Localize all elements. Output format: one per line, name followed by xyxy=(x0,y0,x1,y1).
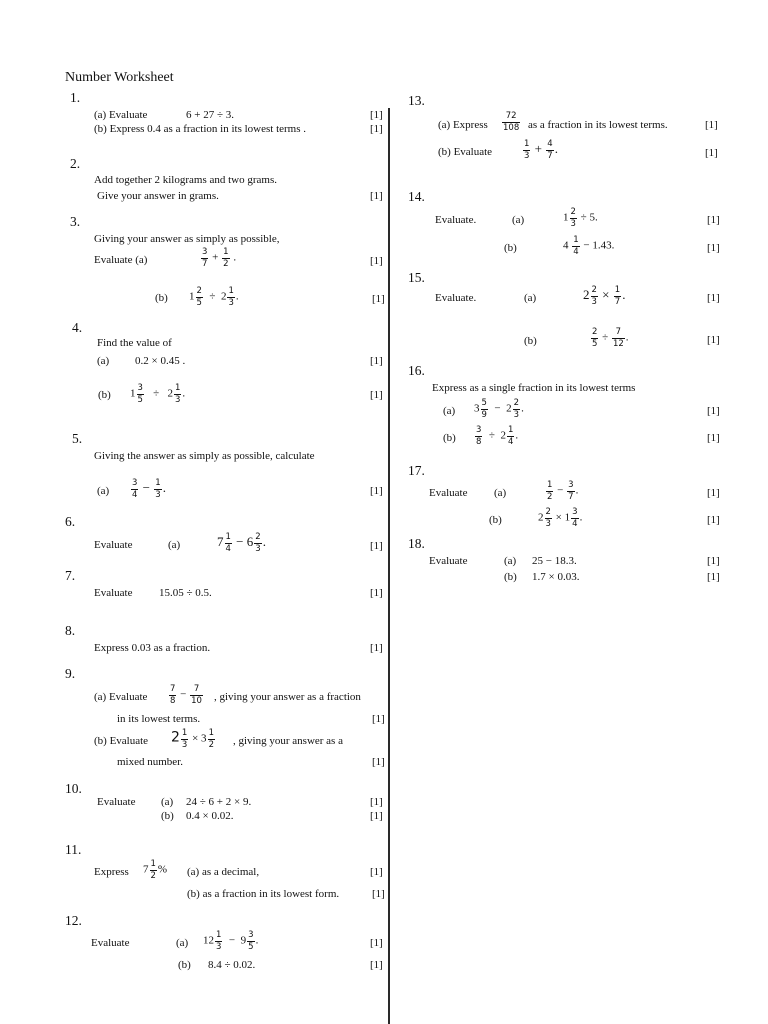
fraction: $\frac{3}{8}$ xyxy=(476,425,482,447)
part-label: (b) xyxy=(155,292,168,304)
part-label: (b) xyxy=(504,242,517,254)
question-text: Find the value of xyxy=(97,337,172,349)
marks: [1] xyxy=(370,810,383,822)
expression: 0.2 × 0.45 . xyxy=(135,355,186,367)
marks: [1] xyxy=(707,487,720,499)
fraction: $\frac{1}{7}$ xyxy=(614,285,621,307)
marks: [1] xyxy=(370,959,383,971)
marks: [1] xyxy=(372,888,385,900)
fraction: $\frac{2}{3}$ xyxy=(513,398,520,420)
question-text: Evaluate xyxy=(94,587,133,599)
marks: [1] xyxy=(707,555,720,567)
question-number: 3. xyxy=(70,214,81,229)
fraction: $\frac{3}{7}$ xyxy=(568,480,574,502)
question-number: 14. xyxy=(408,189,425,204)
part-label: (b) xyxy=(178,959,191,971)
expression: 8.4 ÷ 0.02. xyxy=(208,959,256,971)
question-text: Evaluate. xyxy=(435,292,477,304)
question-text: Evaluate xyxy=(91,937,130,949)
question-text: (a) Evaluate xyxy=(94,691,148,703)
question-number: 1. xyxy=(70,90,81,105)
expression: $\frac{3}{4}$ − $\frac{1}{3}$ . xyxy=(132,478,166,500)
fraction: $\frac{1}{2}$ xyxy=(208,728,214,750)
part-label: (a) xyxy=(512,214,525,226)
part-label: (a) xyxy=(504,555,517,567)
fraction: $\frac{5}{9}$ xyxy=(481,398,487,420)
marks: [1] xyxy=(370,255,383,267)
fraction: $\frac{1}{3}$ xyxy=(181,728,188,750)
fraction: $\frac{3}{5}$ xyxy=(137,383,143,405)
fraction: $\frac{1}{3}$ xyxy=(228,286,234,308)
marks: [1] xyxy=(370,866,383,878)
question-number: 15. xyxy=(408,270,425,285)
expression: 25 − 18.3. xyxy=(532,555,577,567)
fraction: $\frac{1}{2}$ xyxy=(547,480,553,502)
question-text: Evaluate (a) xyxy=(94,254,148,266)
fraction: $\frac{3}{7}$ xyxy=(202,247,208,269)
expression: 4 $\frac{1}{4}$ − 1.43. xyxy=(563,235,615,257)
marks: [1] xyxy=(372,756,385,768)
marks: [1] xyxy=(370,587,383,599)
question-number: 12. xyxy=(65,913,82,928)
expression: 1.7 × 0.03. xyxy=(532,571,580,583)
column-divider xyxy=(388,108,390,1024)
part-label: (b) xyxy=(504,571,517,583)
part-label: (b) xyxy=(98,389,111,401)
fraction: $\frac{3}{4}$ xyxy=(132,478,138,500)
expression: $\frac{2}{5}$ ÷ $\frac{7}{12}$ . xyxy=(592,327,629,349)
fraction: $\frac{7}{12}$ xyxy=(612,327,624,349)
question-text: Evaluate xyxy=(429,487,468,499)
marks: [1] xyxy=(370,540,383,552)
part-label: (b) xyxy=(524,335,537,347)
expression: 6 + 27 ÷ 3. xyxy=(186,109,234,121)
question-text: Evaluate xyxy=(97,796,136,808)
part-label: (a) xyxy=(443,405,456,417)
fraction: $\frac{1}{4}$ xyxy=(573,235,579,257)
marks: [1] xyxy=(707,514,720,526)
fraction: $\frac{2}{3}$ xyxy=(570,207,576,229)
fraction: $\frac{1}{2}$ xyxy=(223,247,229,269)
fraction: $\frac{2}{3}$ xyxy=(255,532,261,554)
marks: [1] xyxy=(370,123,383,135)
question-text: (a) as a decimal, xyxy=(187,866,260,878)
fraction: $\frac{3}{5}$ xyxy=(248,930,254,952)
part-label: (a) xyxy=(168,539,181,551)
fraction: $\frac{1}{4}$ xyxy=(225,532,231,554)
marks: [1] xyxy=(707,214,720,226)
part-label: (b) xyxy=(489,514,502,526)
expression: 0.4 × 0.02. xyxy=(186,810,234,822)
question-text: (a) Express xyxy=(438,119,488,131)
question-text: Evaluate xyxy=(429,555,468,567)
part-label: (a) xyxy=(161,796,174,808)
expression: 24 ÷ 6 + 2 × 9. xyxy=(186,796,252,808)
expression: 7 $\frac{1}{4}$ − 6 $\frac{2}{3}$ . xyxy=(217,532,266,554)
question-number: 11. xyxy=(65,842,82,857)
expression: 1 $\frac{2}{5}$ ÷ 2 $\frac{1}{3}$ . xyxy=(189,286,239,308)
question-text: (b) as a fraction in its lowest form. xyxy=(187,888,340,900)
question-number: 5. xyxy=(72,431,83,446)
question-text: (b) Evaluate xyxy=(438,146,493,158)
part-label: (b) xyxy=(161,810,174,822)
fraction: $\frac{2}{3}$ xyxy=(545,507,551,529)
fraction: $\frac{2}{5}$ xyxy=(592,327,598,349)
expression: $\frac{3}{7}$ + $\frac{1}{2}$ . xyxy=(202,247,237,269)
marks: [1] xyxy=(370,796,383,808)
expression: 7 $\frac{1}{2}$ % xyxy=(143,859,168,881)
fraction: $\frac{3}{4}$ xyxy=(572,507,578,529)
question-number: 8. xyxy=(65,623,76,638)
expression: 2 $\frac{2}{3}$ × 1 $\frac{3}{4}$ . xyxy=(538,507,583,529)
marks: [1] xyxy=(707,242,720,254)
question-number: 17. xyxy=(408,463,425,478)
expression: 15.05 ÷ 0.5. xyxy=(159,587,212,599)
marks: [1] xyxy=(707,405,720,417)
fraction: $\frac{1}{3}$ xyxy=(524,139,530,161)
expression: $\frac{7}{8}$ − $\frac{7}{10}$ xyxy=(170,684,202,706)
question-text: (a) Evaluate xyxy=(94,109,148,121)
expression: 2 $\frac{2}{3}$ × $\frac{1}{7}$ . xyxy=(583,285,626,307)
marks: [1] xyxy=(707,334,720,346)
question-text: , giving your answer as a xyxy=(233,735,343,747)
question-number: 6. xyxy=(65,514,76,529)
marks: [1] xyxy=(707,292,720,304)
question-text: Express as a single fraction in its lowest terms xyxy=(432,382,636,394)
marks: [1] xyxy=(370,937,383,949)
question-text: Express xyxy=(94,866,129,878)
fraction: $\frac{7}{8}$ xyxy=(170,684,176,706)
question-number: 10. xyxy=(65,781,82,796)
part-label: (a) xyxy=(494,487,507,499)
marks: [1] xyxy=(370,642,383,654)
part-label: (a) xyxy=(97,485,110,497)
fraction: $\frac{2}{3}$ xyxy=(591,285,597,307)
expression xyxy=(501,112,521,132)
question-text: mixed number. xyxy=(117,756,183,768)
fraction: $\frac{2}{5}$ xyxy=(196,286,202,308)
marks: [1] xyxy=(705,119,718,131)
expression: 1 $\frac{3}{5}$ ÷ 2 $\frac{1}{3}$ . xyxy=(130,383,186,405)
question-text: Express 0.03 as a fraction. xyxy=(94,642,211,654)
marks: [1] xyxy=(372,293,385,305)
question-text: (b) Express 0.4 as a fraction in its lowest terms . xyxy=(94,123,307,135)
question-number: 16. xyxy=(408,363,425,378)
part-label: (a) xyxy=(524,292,537,304)
marks: [1] xyxy=(370,190,383,202)
page-title: Number Worksheet xyxy=(65,70,174,85)
marks: [1] xyxy=(707,432,720,444)
question-text: Giving your answer as simply as possible, xyxy=(94,233,280,245)
question-text: Evaluate xyxy=(94,539,133,551)
expression: 12 $\frac{1}{3}$ − 9 $\frac{3}{5}$ . xyxy=(203,930,259,952)
fraction: $\frac{4}{7}$ xyxy=(547,139,553,161)
expression: 1 $\frac{2}{3}$ ÷ 5. xyxy=(563,207,598,229)
marks: [1] xyxy=(370,485,383,497)
expression: 2 $\frac{1}{3}$ × 3 $\frac{1}{2}$ xyxy=(171,728,214,750)
expression: $\frac{3}{8}$ ÷ 2 $\frac{1}{4}$ . xyxy=(476,425,519,447)
question-text: (b) Evaluate xyxy=(94,735,149,747)
part-label: (a) xyxy=(97,355,110,367)
question-text: Give your answer in grams. xyxy=(97,190,219,202)
fraction: $\frac{72}{108}$ xyxy=(503,111,520,133)
question-number: 13. xyxy=(408,93,425,108)
marks: [1] xyxy=(707,571,720,583)
question-number: 9. xyxy=(65,666,76,681)
question-text: in its lowest terms. xyxy=(117,713,201,725)
marks: [1] xyxy=(372,713,385,725)
expression: $\frac{1}{3}$ + $\frac{4}{7}$ . xyxy=(524,139,558,161)
question-number: 2. xyxy=(70,156,81,171)
expression: $\frac{1}{2}$ − $\frac{3}{7}$ . xyxy=(547,480,579,502)
fraction: $\frac{1}{3}$ xyxy=(174,383,181,405)
question-text: Add together 2 kilograms and two grams. xyxy=(94,174,277,186)
part-label: (a) xyxy=(176,937,189,949)
fraction: $\frac{1}{3}$ xyxy=(216,930,222,952)
question-number: 4. xyxy=(72,320,83,335)
question-number: 18. xyxy=(408,536,425,551)
question-text: as a fraction in its lowest terms. xyxy=(528,119,668,131)
marks: [1] xyxy=(370,389,383,401)
marks: [1] xyxy=(370,109,383,121)
fraction: $\frac{1}{3}$ xyxy=(155,478,161,500)
question-text: Giving the answer as simply as possible, calculate xyxy=(94,450,315,462)
marks: [1] xyxy=(705,147,718,159)
fraction: $\frac{1}{4}$ xyxy=(507,425,514,447)
question-text: Evaluate. xyxy=(435,214,477,226)
expression: 3 $\frac{5}{9}$ − 2 $\frac{2}{3}$ . xyxy=(474,398,524,420)
question-text: , giving your answer as a fraction xyxy=(214,691,361,703)
part-label: (b) xyxy=(443,432,456,444)
fraction: $\frac{7}{10}$ xyxy=(191,684,202,706)
marks: [1] xyxy=(370,355,383,367)
fraction: $\frac{1}{2}$ xyxy=(150,859,156,881)
question-number: 7. xyxy=(65,568,76,583)
